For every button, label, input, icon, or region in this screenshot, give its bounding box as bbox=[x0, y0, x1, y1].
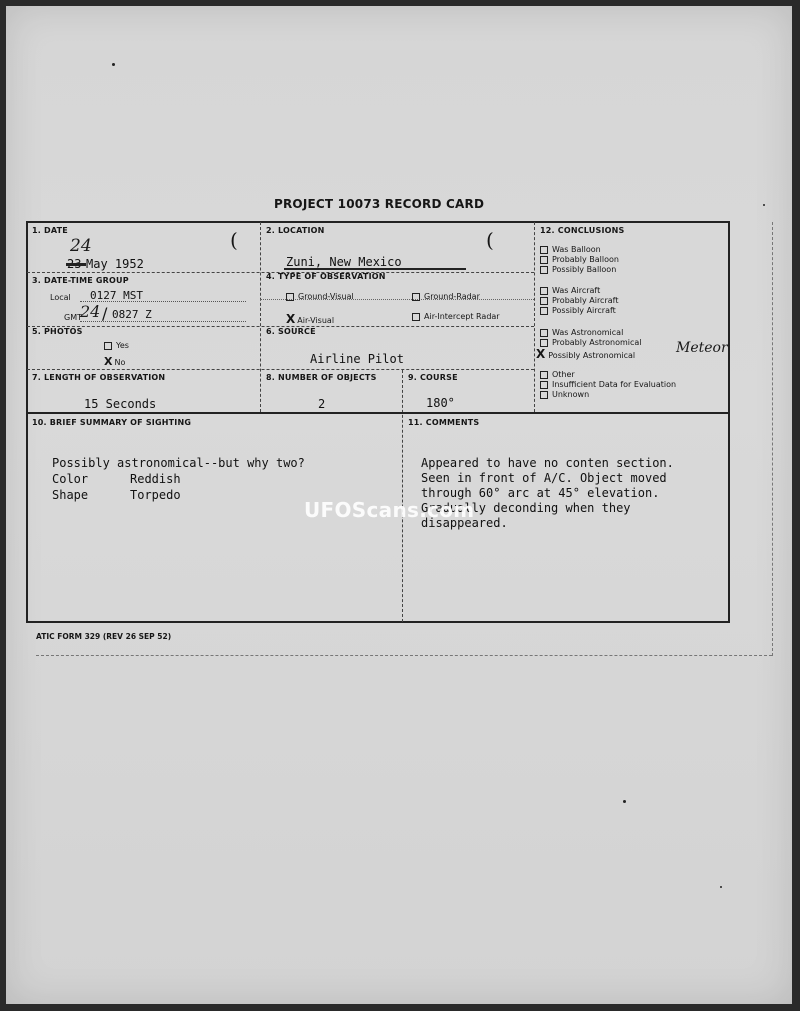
card-edge-line bbox=[36, 655, 772, 656]
option-ground-radar[interactable] bbox=[412, 292, 480, 301]
conclusion-checkbox[interactable] bbox=[540, 287, 548, 295]
photos-no-option[interactable] bbox=[104, 355, 125, 368]
conclusion-item-label: Possibly Aircraft bbox=[552, 306, 616, 315]
summary-color-label: Color bbox=[52, 472, 89, 486]
num-objects-value: 2 bbox=[318, 397, 326, 411]
course-label: 9. COURSE bbox=[408, 373, 458, 382]
comments-line: Appeared to have no conten section. bbox=[421, 456, 674, 470]
date-day-handwritten: 24 bbox=[70, 236, 92, 256]
conclusion-item-label: Was Balloon bbox=[552, 245, 601, 254]
conclusion-item[interactable] bbox=[540, 265, 616, 274]
conclusion-item-label: Probably Aircraft bbox=[552, 296, 619, 305]
paper-mark: ( bbox=[486, 228, 494, 252]
conclusion-item-label: Was Aircraft bbox=[552, 286, 601, 295]
conclusion-item[interactable] bbox=[540, 380, 676, 389]
conclusion-item-label: Probably Balloon bbox=[552, 255, 619, 264]
option-air-intercept-radar[interactable] bbox=[412, 312, 500, 321]
conclusion-item[interactable] bbox=[540, 306, 616, 315]
source-label: 6. SOURCE bbox=[266, 327, 316, 336]
observation-type-label: 4. TYPE OF OBSERVATION bbox=[266, 272, 386, 281]
local-label: Local bbox=[50, 293, 71, 302]
col-divider-2 bbox=[534, 222, 535, 412]
dust-speck bbox=[112, 63, 115, 66]
date-strike-line bbox=[66, 263, 86, 266]
conclusion-checkbox[interactable] bbox=[540, 297, 548, 305]
conclusion-checkbox[interactable] bbox=[540, 246, 548, 254]
card-edge-line bbox=[772, 222, 773, 656]
photos-yes-label: Yes bbox=[116, 341, 129, 350]
location-underline bbox=[284, 268, 466, 270]
datetime-label: 3. DATE-TIME GROUP bbox=[32, 276, 129, 285]
checkbox-photos-yes[interactable] bbox=[104, 342, 112, 350]
num-objects-label: 8. NUMBER OF OBJECTS bbox=[266, 373, 377, 382]
col-divider-3 bbox=[402, 370, 403, 622]
option-ground-visual-label: Ground-Visual bbox=[298, 292, 354, 301]
card-title: PROJECT 10073 RECORD CARD bbox=[274, 197, 485, 211]
course-value: 180° bbox=[426, 396, 455, 410]
conclusion-checkbox[interactable] bbox=[540, 256, 548, 264]
source-value: Airline Pilot bbox=[310, 352, 404, 366]
checkbox-air-visual-mark[interactable]: X bbox=[286, 312, 296, 326]
conclusion-checkbox[interactable] bbox=[540, 307, 548, 315]
conclusion-item[interactable] bbox=[540, 245, 601, 254]
conclusion-handwritten-note: Meteor bbox=[676, 340, 728, 356]
date-day-struck: 23 bbox=[67, 257, 82, 271]
gmt-slash: / bbox=[102, 304, 108, 323]
watermark-text: UFOScans.com bbox=[304, 498, 475, 522]
conclusion-item-label: Unknown bbox=[552, 390, 590, 399]
conclusion-checkbox[interactable] bbox=[540, 391, 548, 399]
summary-shape-value: Torpedo bbox=[130, 488, 181, 502]
row-divider bbox=[27, 412, 729, 414]
comments-line: Gradually deconding when they bbox=[421, 501, 631, 515]
conclusion-checkbox[interactable] bbox=[540, 339, 548, 347]
option-air-visual-label: Air-Visual bbox=[297, 316, 335, 325]
conclusion-item-label: Insufficient Data for Evaluation bbox=[552, 380, 677, 389]
date-label: 1. DATE bbox=[32, 226, 68, 235]
gmt-time-value: 0827 Z bbox=[112, 308, 152, 321]
option-ground-visual[interactable] bbox=[286, 292, 354, 301]
summary-shape-label: Shape bbox=[52, 488, 89, 502]
option-air-intercept-radar-label: Air-Intercept Radar bbox=[424, 312, 500, 321]
conclusion-checked-mark[interactable]: X bbox=[536, 347, 546, 361]
checkbox-ground-visual[interactable] bbox=[286, 293, 294, 301]
checkbox-photos-no-mark[interactable]: X bbox=[104, 355, 113, 368]
summary-color-value: Reddish bbox=[130, 472, 181, 486]
conclusion-checkbox[interactable] bbox=[540, 381, 548, 389]
checkbox-air-intercept-radar[interactable] bbox=[412, 313, 420, 321]
comments-line: Seen in front of A/C. Object moved bbox=[421, 471, 667, 485]
summary-line: Possibly astronomical--but why two? bbox=[52, 456, 305, 470]
conclusion-item[interactable] bbox=[540, 255, 619, 264]
dust-speck bbox=[763, 204, 765, 206]
col-divider-1 bbox=[260, 222, 261, 412]
conclusion-item-label: Was Astronomical bbox=[552, 328, 624, 337]
location-label: 2. LOCATION bbox=[266, 226, 325, 235]
photos-no-label: No bbox=[114, 358, 126, 367]
conclusion-item[interactable] bbox=[540, 296, 618, 305]
conclusion-checkbox[interactable] bbox=[540, 371, 548, 379]
conclusion-item[interactable] bbox=[540, 390, 589, 399]
conclusion-item-label: Other bbox=[552, 370, 575, 379]
conclusion-item-label: Probably Astronomical bbox=[552, 338, 642, 347]
comments-line: disappeared. bbox=[421, 516, 508, 530]
gmt-label: GMT bbox=[64, 313, 82, 322]
length-value: 15 Seconds bbox=[84, 397, 157, 411]
conclusion-checkbox[interactable] bbox=[540, 266, 548, 274]
conclusion-checkbox[interactable] bbox=[540, 329, 548, 337]
photos-yes-option[interactable] bbox=[104, 341, 129, 350]
conclusion-item-label: Possibly Balloon bbox=[552, 265, 617, 274]
conclusion-item[interactable] bbox=[540, 328, 623, 337]
date-value: May 1952 bbox=[86, 257, 144, 271]
conclusion-item[interactable] bbox=[540, 286, 600, 295]
local-time-value: 0127 MST bbox=[90, 289, 143, 302]
location-value: Zuni, New Mexico bbox=[286, 255, 402, 269]
conclusion-item[interactable] bbox=[540, 338, 642, 347]
photos-label: 5. PHOTOS bbox=[32, 327, 83, 336]
summary-label: 10. BRIEF SUMMARY OF SIGHTING bbox=[32, 418, 192, 427]
conclusions-label: 12. CONCLUSIONS bbox=[540, 226, 625, 235]
gmt-underline bbox=[80, 321, 246, 322]
comments-label: 11. COMMENTS bbox=[408, 418, 480, 427]
length-label: 7. LENGTH OF OBSERVATION bbox=[32, 373, 166, 382]
form-id: ATIC FORM 329 (REV 26 SEP 52) bbox=[36, 632, 172, 641]
option-air-visual[interactable] bbox=[286, 312, 334, 326]
gmt-day-handwritten: 24 bbox=[80, 302, 101, 321]
comments-line: through 60° arc at 45° elevation. bbox=[421, 486, 660, 500]
conclusion-item-checked[interactable] bbox=[536, 347, 635, 361]
dust-speck bbox=[623, 800, 626, 803]
checkbox-ground-radar[interactable] bbox=[412, 293, 420, 301]
option-ground-radar-label: Ground-Radar bbox=[424, 292, 480, 301]
conclusion-item-label: Possibly Astronomical bbox=[548, 351, 636, 360]
dust-speck bbox=[720, 886, 722, 888]
row-divider bbox=[27, 369, 534, 370]
conclusion-item[interactable] bbox=[540, 370, 575, 379]
paper-mark: ( bbox=[230, 228, 238, 252]
local-underline bbox=[80, 301, 246, 302]
